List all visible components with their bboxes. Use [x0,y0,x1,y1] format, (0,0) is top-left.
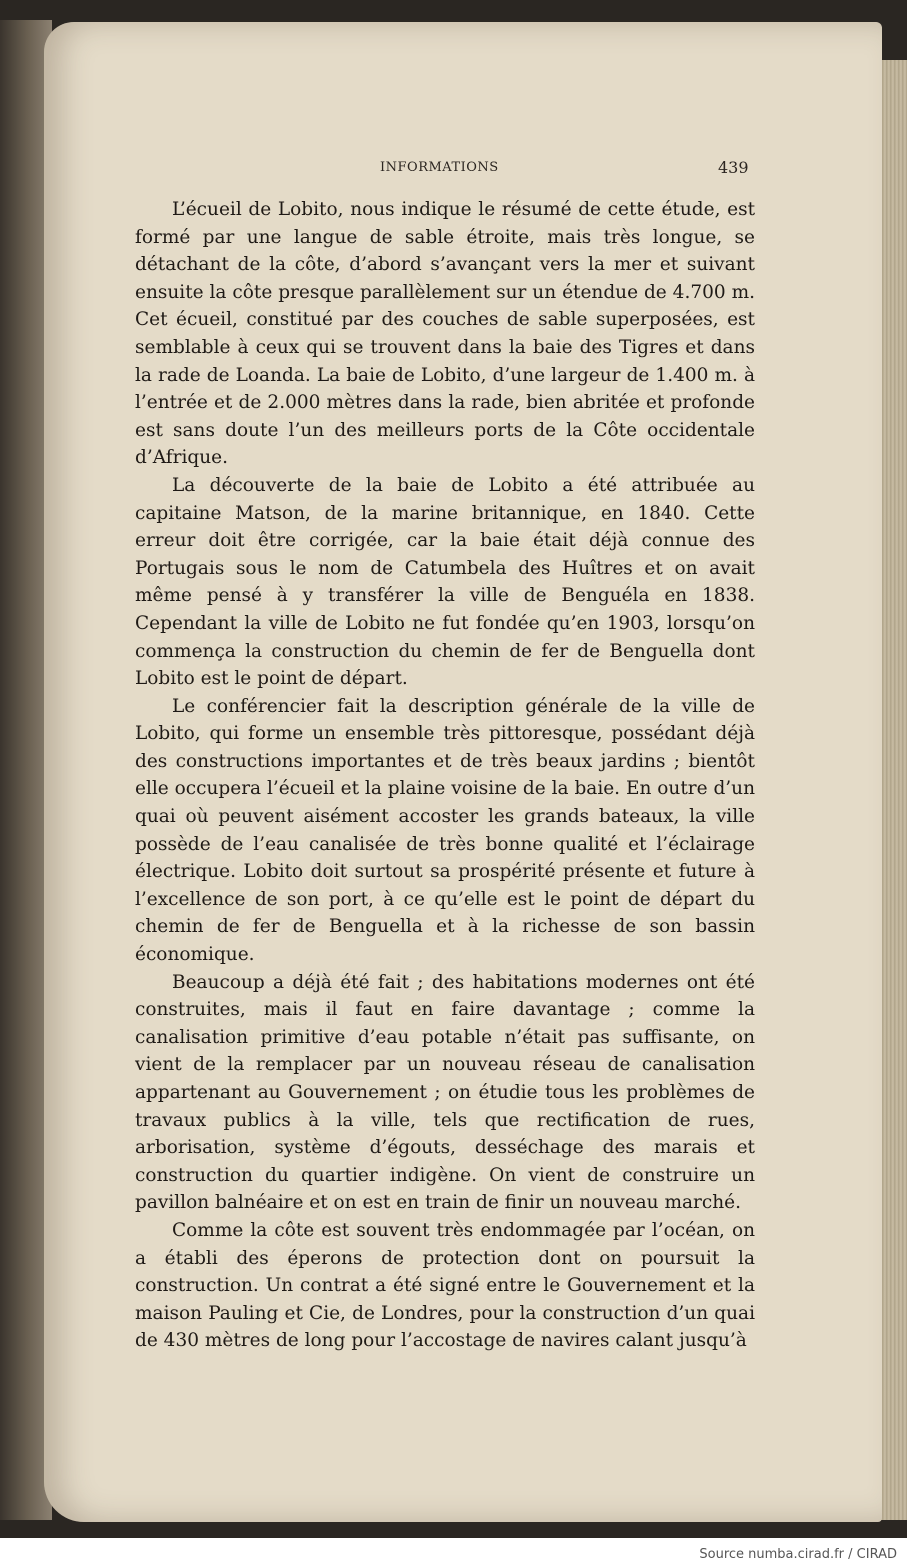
paragraph: Le conférencier fait la description générale de la ville de Lobito, qui forme un ensemble très pittoresque, possédant déjà des constructions importantes et de très beaux jardins ; bientôt elle occupera l’écueil et la plaine voisine de la baie. En outre d’un quai où peuvent aisément accoster les grands bateaux, la ville possède de l’eau canalisée de très bonne qualité et l’éclairage électrique. Lobito doit surtout sa prospérité présente et future à l’excellence de son port, à ce qu’elle est le point de départ du chemin de fer de Benguella et à la richesse de son bassin économique. [135,695,755,966]
paragraph: La découverte de la baie de Lobito a été attribuée au capitaine Matson, de la marine britannique, en 1840. Cette erreur doit être corrigée, car la baie était déjà connue des Portugais sous le nom de Catumbela des Huîtres et on avait même pensé à y transférer la ville de Benguéla en 1838. Cependant la ville de Lobito ne fut fondée qu’en 1903, lorsqu’on commença la construction du chemin de fer de Benguella dont Lobito est le point de départ. [135,474,755,690]
paragraph: Beaucoup a déjà été fait ; des habitations modernes ont été construites, mais il faut en faire davantage ; comme la canalisation primitive d’eau potable n’était pas suffisante, on vient de la remplacer par un nouveau réseau de canalisation appartenant au Gouvernement ; on étudie tous les problèmes de travaux publics à la ville, tels que rectification de rues, arborisation, système d’égouts, desséchage des marais et construction du quartier indigène. On vient de construire un pavillon balnéaire et on est en train de finir un nouveau marché. [135,971,755,1214]
running-title: INFORMATIONS [380,160,499,175]
body-text [135,196,755,1355]
paragraph: L’écueil de Lobito, nous indique le résumé de cette étude, est formé par une langue de sable étroite, mais très longue, se détachant de la côte, d’abord s’avançant vers la mer et suivant ensuite la côte presque parallèlement sur un étendue de 4.700 m. Cet écueil, constitué par des couches de sable superposées, est semblable à ceux qui se trouvent dans la baie des Tigres et dans la rade de Loanda. La baie de Lobito, d’une largeur de 1.400 m. à l’entrée et de 2.000 mètres dans la rade, bien abritée et profonde est sans doute l’un des meilleurs ports de la Côte occidentale d’Afrique. [135,199,755,469]
paragraph: Comme la côte est souvent très endommagée par l’océan, on a établi des éperons de protection dont on poursuit la construction. Un contrat a été signé entre le Gouvernement et la maison Pauling et Cie, de Londres, pour la construction d’un quai de 430 mètres de long pour l’accostage de navires calant jusqu’à [135,1219,755,1352]
source-credit: Source numba.cirad.fr / CIRAD [699,1547,897,1562]
page-number: 439 [718,158,749,177]
